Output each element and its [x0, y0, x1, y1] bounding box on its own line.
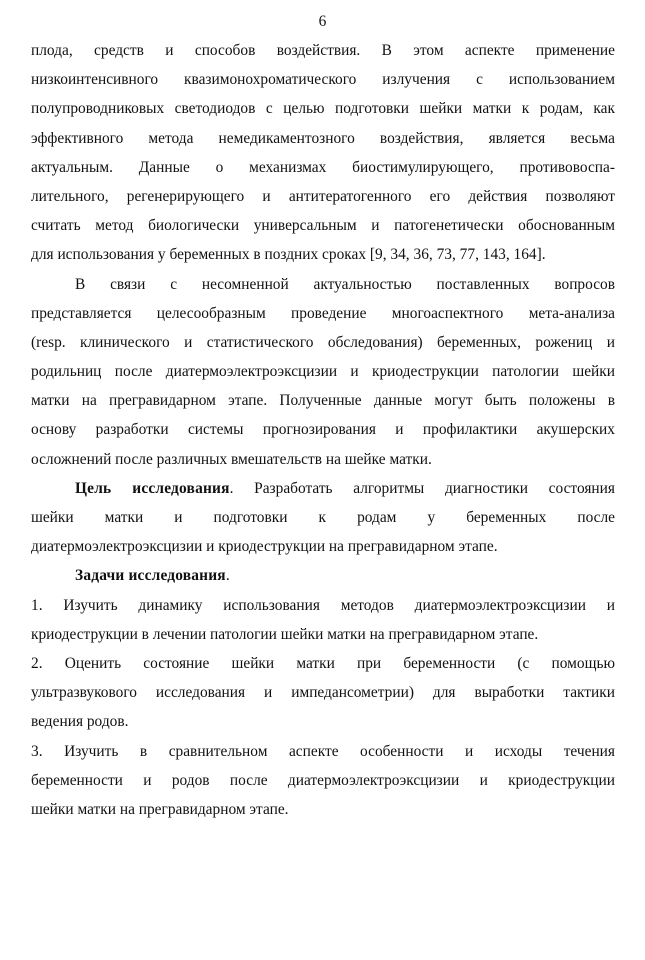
page-number: 6 [318, 13, 327, 30]
text-line: шейки матки и подготовки к родам у беременных после [31, 509, 615, 526]
text-line: 3. Изучить в сравнительном аспекте особенности и исходы течения [31, 742, 615, 760]
paragraph-relevance [31, 270, 615, 474]
goal-first-line [31, 474, 615, 503]
text-line: представляется целесообразным проведение многоаспектного мета-анализа [31, 304, 615, 322]
research-goal [31, 474, 615, 562]
text-line: родильниц после диатермоэлектроэксцизии и криодеструкции патологии шейки [31, 363, 615, 381]
text-line: шейки матки на прегравидарном этапе. [31, 800, 289, 818]
task-item [31, 649, 615, 737]
text-line: эффективного метода немедикаментозного воздействия, является весьма [31, 129, 615, 147]
tasks-heading: Задачи исследования [75, 567, 226, 585]
text-line: низкоинтенсивного квазимонохроматического излучения с использованием [31, 71, 615, 89]
text-line: 2. Оценить состояние шейки матки при беременности (с помощью [31, 654, 615, 672]
text-line: основу разработки системы прогнозирования и профилактики акушерских [31, 421, 615, 439]
text-line: лительного, регенерирующего и антитератогенного его действия позволяют [31, 187, 615, 205]
text-line: (resp. клинического и статистического обследования) беременных, рожениц и [31, 333, 615, 351]
tasks-heading-line [31, 561, 615, 590]
task-item [31, 591, 615, 649]
text-line: для использования у беременных в поздних сроках [9, 34, 36, 73, 77, 143, 164]. [31, 246, 546, 264]
text-line: считать метод биологически универсальным и патогенетически обоснованным [31, 217, 615, 235]
research-tasks [31, 561, 615, 824]
paragraph-context [31, 36, 615, 270]
text-line: плода, средств и способов воздействия. В этом аспекте применение [31, 42, 615, 59]
text-line: В связи с несомненной актуальностью поставленных вопросов [75, 275, 615, 293]
text-line: 1. Изучить динамику использования методов диатермоэлектроэксцизии и [31, 596, 615, 614]
goal-heading: Цель исследования [75, 479, 230, 497]
task-item [31, 737, 615, 825]
tasks-heading-suffix: . [225, 567, 230, 585]
text-line: матки на прегравидарном этапе. Полученные данные могут быть положены в [31, 392, 615, 410]
text-line: осложнений после различных вмешательств на шейке матки. [31, 450, 432, 468]
text-line: ультразвукового исследования и импедансометрии) для выработки тактики [31, 684, 615, 702]
text-line: ведения родов. [31, 713, 129, 731]
text-line: беременности и родов после диатермоэлектроэксцизии и криодеструкции [31, 771, 615, 789]
text-line: актуальным. Данные о механизмах биостимулирующего, противовоспа- [31, 158, 615, 176]
text-line: полупроводниковых светодиодов с целью подготовки шейки матки к родам, как [31, 100, 615, 118]
text-line: криодеструкции в лечении патологии шейки матки на прегравидарном этапе. [31, 625, 539, 643]
goal-text: . Разработать алгоритмы диагностики состояния [229, 479, 615, 497]
body-text [31, 36, 615, 824]
text-line: диатермоэлектроэксцизии и криодеструкции на прегравидарном этапе. [31, 538, 498, 556]
